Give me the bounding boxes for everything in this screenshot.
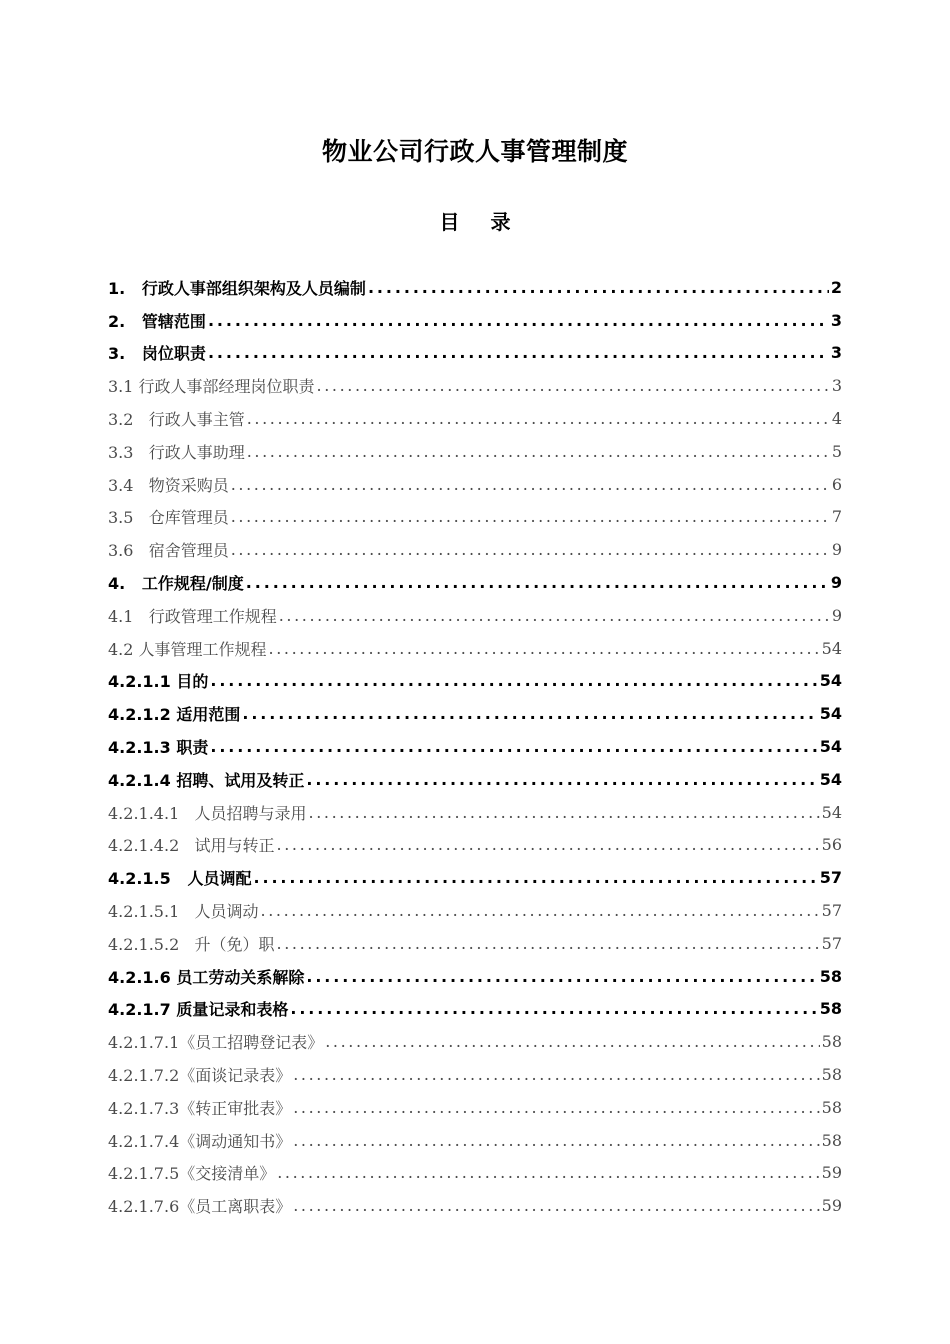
toc-entry[interactable] [108, 829, 842, 862]
toc-entry-page: 57 [821, 901, 842, 921]
toc-entry-label: 4.2 人事管理工作规程 [108, 639, 267, 659]
dot-leader [279, 606, 830, 625]
dot-leader [231, 475, 830, 494]
dot-leader [247, 442, 830, 461]
toc-entry-label: 4.2.1.3 职责 [108, 738, 209, 758]
toc-entry[interactable] [108, 697, 842, 730]
dot-leader [277, 835, 820, 854]
toc-entry-label: 4. 工作规程/制度 [108, 574, 244, 594]
toc-entry-page: 9 [831, 540, 842, 560]
toc-entry[interactable] [108, 763, 842, 796]
toc-entry[interactable] [108, 1124, 842, 1157]
dot-leader [231, 507, 830, 526]
toc-entry-page: 58 [819, 966, 842, 986]
toc-entry-label: 4.2.1.2 适用范围 [108, 705, 241, 725]
toc-entry-label: 4.2.1.1 目的 [108, 672, 209, 692]
toc-entry[interactable] [108, 566, 842, 599]
toc-entry-label: 2. 管辖范围 [108, 311, 206, 331]
toc-entry-label: 3.1 行政人事部经理岗位职责 [108, 377, 315, 397]
dot-leader [231, 540, 830, 559]
toc-entry-page: 54 [821, 802, 842, 822]
toc-entry[interactable] [108, 861, 842, 894]
dot-leader [277, 934, 820, 953]
dot-leader [210, 671, 817, 690]
dot-leader [208, 343, 829, 362]
dot-leader [253, 868, 817, 887]
toc-entry[interactable] [108, 304, 842, 337]
toc-entry-page: 54 [819, 737, 842, 757]
toc-entry[interactable] [108, 993, 842, 1026]
toc-entry-page: 58 [821, 1032, 842, 1052]
toc-entry-page: 5 [831, 441, 842, 461]
toc-entry-label: 3.3 行政人事助理 [108, 442, 245, 462]
toc-entry-label: 4.2.1.7.3《转正审批表》 [108, 1098, 292, 1118]
toc-entry-page: 59 [821, 1163, 842, 1183]
toc-entry-label: 4.2.1.7.4《调动通知书》 [108, 1131, 292, 1151]
toc-entry[interactable] [108, 468, 842, 501]
toc-entry-page: 54 [819, 704, 842, 724]
toc-entry[interactable] [108, 894, 842, 927]
toc-entry-page: 3 [831, 376, 842, 396]
toc-entry-page: 54 [819, 769, 842, 789]
dot-leader [306, 967, 817, 986]
dot-leader [247, 409, 830, 428]
toc-entry-label: 3. 岗位职责 [108, 344, 206, 364]
toc-heading: 目 录 [439, 210, 523, 234]
toc-entry-label: 4.1 行政管理工作规程 [108, 606, 277, 626]
toc-entry-page: 6 [831, 474, 842, 494]
toc-entry[interactable] [108, 632, 842, 665]
dot-leader [293, 1065, 819, 1084]
toc-entry-label: 4.2.1.5 人员调配 [108, 869, 252, 889]
toc-entry-page: 57 [821, 933, 842, 953]
toc-entry-label: 4.2.1.6 员工劳动关系解除 [108, 967, 305, 987]
dot-leader [208, 311, 829, 330]
dot-leader [293, 1196, 819, 1215]
toc-entry-label: 3.2 行政人事主管 [108, 410, 245, 430]
dot-leader [269, 639, 820, 658]
dot-leader [368, 278, 829, 297]
toc-entry-page: 9 [830, 573, 842, 593]
dot-leader [306, 770, 817, 789]
toc-entry-page: 58 [821, 1097, 842, 1117]
dot-leader [210, 737, 817, 756]
toc-entry[interactable] [108, 271, 842, 304]
toc-entry-label: 4.2.1.5.2 升（免）职 [108, 934, 275, 954]
dot-leader [242, 704, 817, 723]
toc-entry-page: 4 [831, 409, 842, 429]
toc-entry[interactable] [108, 599, 842, 632]
toc-entry[interactable] [108, 533, 842, 566]
toc-entry[interactable] [108, 501, 842, 534]
toc-entry[interactable] [108, 1058, 842, 1091]
toc-entry[interactable] [108, 435, 842, 468]
dot-leader [293, 1131, 819, 1150]
table-of-contents [108, 271, 842, 1222]
toc-entry-label: 4.2.1.7.6《员工离职表》 [108, 1197, 292, 1217]
toc-entry-page: 54 [821, 638, 842, 658]
toc-entry-label: 4.2.1.7.5《交接清单》 [108, 1164, 276, 1184]
toc-entry-page: 2 [830, 277, 842, 297]
toc-entry[interactable] [108, 665, 842, 698]
toc-entry[interactable] [108, 927, 842, 960]
toc-entry-label: 1. 行政人事部组织架构及人员编制 [108, 278, 366, 298]
toc-entry-page: 56 [821, 835, 842, 855]
toc-entry[interactable] [108, 1091, 842, 1124]
toc-entry-page: 9 [831, 605, 842, 625]
toc-entry-page: 3 [830, 310, 842, 330]
toc-entry[interactable] [108, 1025, 842, 1058]
toc-entry[interactable] [108, 369, 842, 402]
toc-entry-label: 4.2.1.7.1《员工招聘登记表》 [108, 1033, 324, 1053]
dot-leader [293, 1098, 819, 1117]
toc-entry[interactable] [108, 1157, 842, 1190]
toc-entry-page: 54 [819, 671, 842, 691]
dot-leader [325, 1032, 819, 1051]
toc-entry-label: 3.6 宿舍管理员 [108, 541, 229, 561]
toc-entry-page: 58 [821, 1130, 842, 1150]
toc-entry-label: 3.5 仓库管理员 [108, 508, 229, 528]
dot-leader [309, 803, 820, 822]
toc-entry-page: 59 [821, 1196, 842, 1216]
dot-leader [277, 1163, 819, 1182]
dot-leader [261, 901, 820, 920]
toc-entry-page: 58 [819, 999, 842, 1019]
toc-entry-label: 4.2.1.5.1 人员调动 [108, 902, 259, 922]
toc-entry-label: 4.2.1.7.2《面谈记录表》 [108, 1066, 292, 1086]
toc-entry-label: 4.2.1.7 质量记录和表格 [108, 1000, 289, 1020]
toc-entry-label: 4.2.1.4.1 人员招聘与录用 [108, 803, 307, 823]
toc-entry[interactable] [108, 796, 842, 829]
toc-entry[interactable] [108, 402, 842, 435]
toc-entry-label: 4.2.1.4 招聘、试用及转正 [108, 770, 305, 790]
toc-entry-page: 3 [830, 343, 842, 363]
toc-entry-page: 7 [831, 507, 842, 527]
dot-leader [246, 573, 829, 592]
toc-entry[interactable] [108, 337, 842, 370]
dot-leader [290, 999, 817, 1018]
toc-entry-page: 57 [819, 868, 842, 888]
toc-entry-label: 4.2.1.4.2 试用与转正 [108, 836, 275, 856]
dot-leader [317, 376, 830, 395]
toc-entry-label: 3.4 物资采购员 [108, 475, 229, 495]
toc-entry[interactable] [108, 960, 842, 993]
toc-entry[interactable] [108, 730, 842, 763]
toc-entry-page: 58 [821, 1065, 842, 1085]
document-title: 物业公司行政人事管理制度 [321, 137, 628, 166]
toc-entry[interactable] [108, 1189, 842, 1222]
